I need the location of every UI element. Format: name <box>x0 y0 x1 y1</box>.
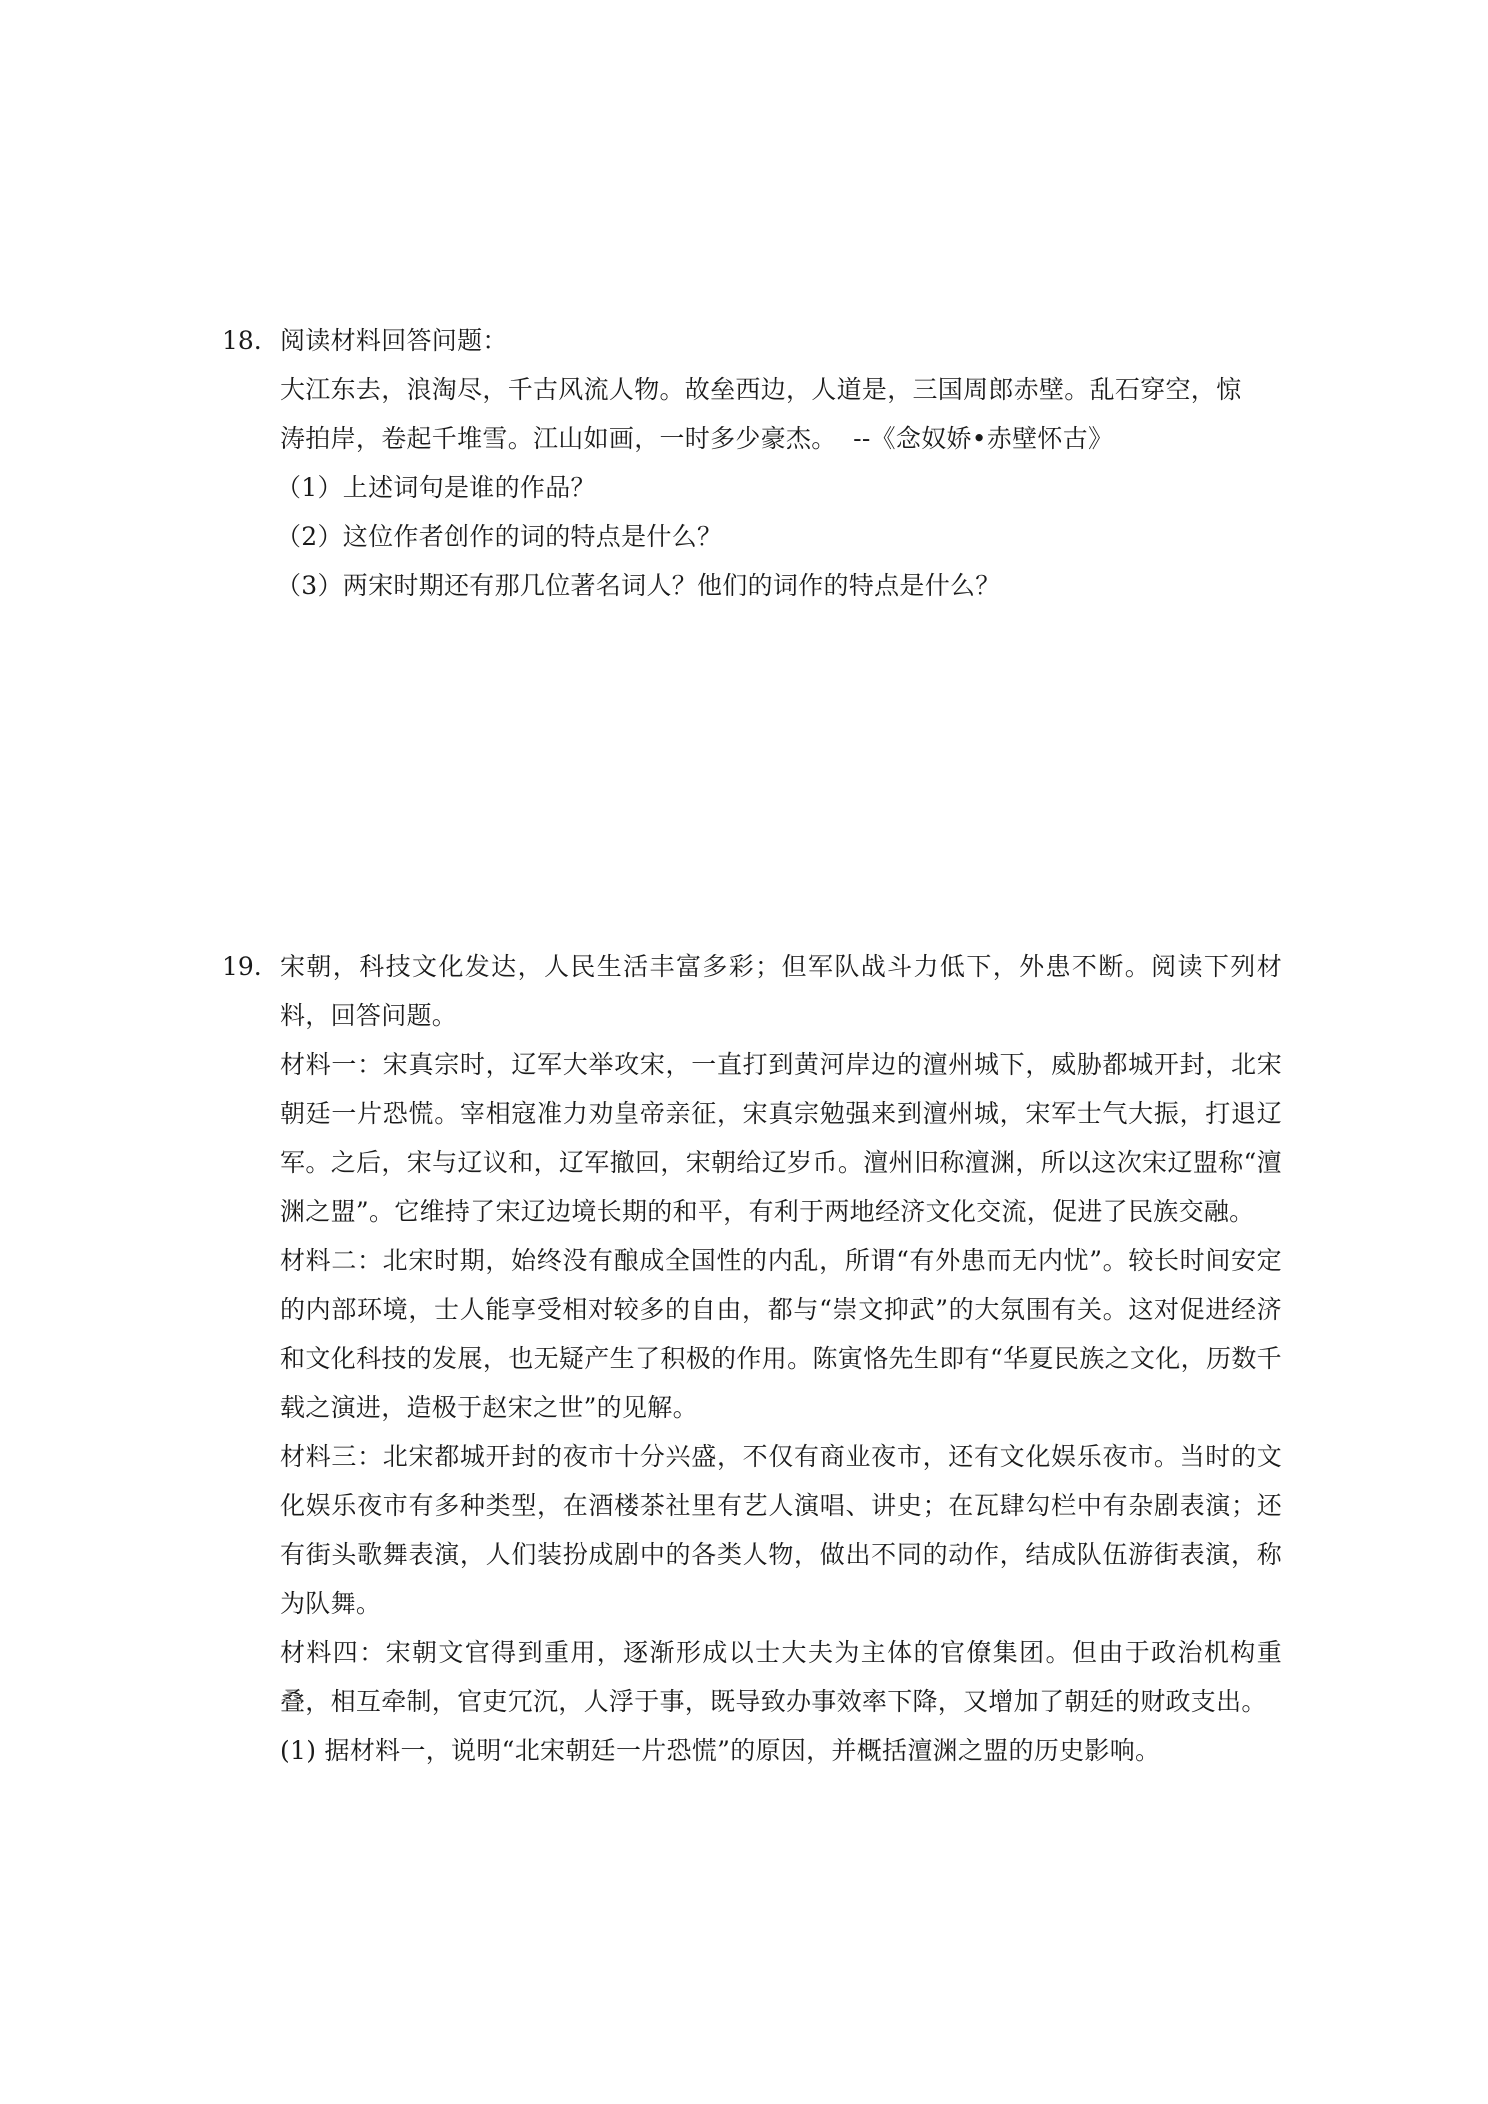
question-18 <box>222 316 1282 610</box>
question-body <box>280 942 1282 1775</box>
sub-question-1: (1) 据材料一，说明“北宋朝廷一片恐慌”的原因，并概括澶渊之盟的历史影响。 <box>280 1736 1161 1765</box>
poem-line: 涛拍岸，卷起千堆雪。江山如画，一时多少豪杰。 --《念奴娇•赤壁怀古》 <box>280 424 1114 453</box>
question-intro: 宋朝，科技文化发达，人民生活丰富多彩；但军队战斗力低下，外患不断。阅读下列材料，回答问题。 <box>280 952 1282 1030</box>
material-3: 材料三：北宋都城开封的夜市十分兴盛，不仅有商业夜市，还有文化娱乐夜市。当时的文化娱乐夜市有多种类型，在酒楼茶社里有艺人演唱、讲史；在瓦肆勾栏中有杂剧表演；还有街头歌舞表演，人们装扮成剧中的各类人物，做出不同的动作，结成队伍游街表演，称为队舞。 <box>280 1442 1282 1618</box>
question-19 <box>222 942 1282 1775</box>
sub-question-2: （2）这位作者创作的词的特点是什么？ <box>276 522 723 551</box>
question-number: 19. <box>222 952 262 981</box>
material-1: 材料一：宋真宗时，辽军大举攻宋，一直打到黄河岸边的澶州城下，威胁都城开封，北宋朝廷一片恐慌。宰相寇准力劝皇帝亲征，宋真宗勉强来到澶州城，宋军士气大振，打退辽军。之后，宋与辽议和，辽军撤回，宋朝给辽岁币。澶州旧称澶渊，所以这次宋辽盟称“澶渊之盟”。它维持了宋辽边境长期的和平，有利于两地经济文化交流，促进了民族交融。 <box>280 1050 1282 1226</box>
material-2: 材料二：北宋时期，始终没有酿成全国性的内乱，所谓“有外患而无内忧”。较长时间安定的内部环境，士人能享受相对较多的自由，都与“崇文抑武”的大氛围有关。这对促进经济和文化科技的发展，也无疑产生了积极的作用。陈寅恪先生即有“华夏民族之文化，历数千载之演进，造极于赵宋之世”的见解。 <box>280 1246 1282 1422</box>
question-body <box>276 316 1282 610</box>
question-number: 18. <box>222 326 262 355</box>
question-prompt: 阅读材料回答问题： <box>280 326 508 355</box>
material-4: 材料四：宋朝文官得到重用，逐渐形成以士大夫为主体的官僚集团。但由于政治机构重叠，相互牵制，官吏冗沉，人浮于事，既导致办事效率下降，又增加了朝廷的财政支出。 <box>280 1638 1282 1716</box>
sub-question-1: （1）上述词句是谁的作品？ <box>276 473 596 502</box>
sub-question-3: （3）两宋时期还有那几位著名词人？他们的词作的特点是什么？ <box>276 571 1001 600</box>
poem-line: 大江东去，浪淘尽，千古风流人物。故垒西边，人道是，三国周郎赤壁。乱石穿空，惊 <box>280 375 1242 404</box>
